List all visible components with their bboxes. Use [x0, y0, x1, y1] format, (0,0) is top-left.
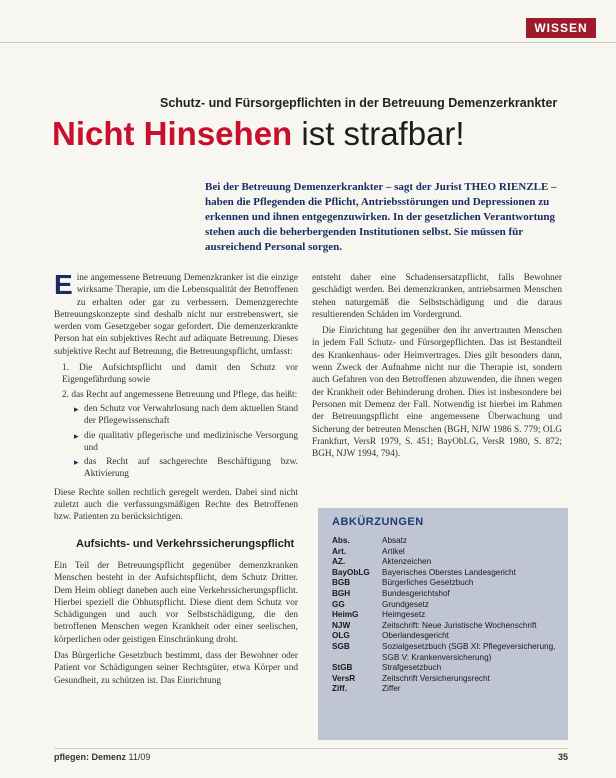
- dropcap: E: [54, 269, 73, 300]
- abbreviation-key: GG: [332, 599, 345, 609]
- abbreviation-key: VersR: [332, 673, 356, 683]
- abbreviation-row: [332, 536, 558, 547]
- intro-paragraph: [54, 269, 298, 358]
- duty-subitem: ▸ das Recht auf sachgerechte Beschäftigung bzw. Aktivierung: [74, 456, 298, 481]
- duty-item: [62, 362, 298, 387]
- section-heading: Aufsichts- und Verkehrssicherungspflicht: [76, 537, 295, 550]
- duty-list: [54, 362, 298, 481]
- abbreviation-value: Absatz: [382, 536, 408, 545]
- duty-item-text: das Recht auf angemessene Betreuung und Pflege, das heißt:: [71, 389, 298, 400]
- abbreviation-key: OLG: [332, 631, 350, 641]
- body-paragraph: Die Einrichtung hat gegenüber den ihr anvertrauten Menschen in jedem Fall Schutz- und Fürsorgepflichten. Das ist Bestandteil des Krankenhaus- oder Heimvertrages. Dies gilt besonders dann, wenn Zweck der Aufnahme nicht nur die Therapie ist, sondern auch Gefahren von den Betroffenen abzuwenden, die ihnen wegen der Krankheit oder Behinderung drohen. Dies ist insbesondere bei Personen mit Demenz der Fall. Notwendig ist hierbei im Rahmen der Betreuungspflicht eine angemessene Überwachung und Sicherung der betreuten Menschen (BGH, NJW 1986 S. 779; OLG Frankfurt, VersR 1979, S. 451; BayObLG, VersR 1980, S. 872; BGH, NJW 1994, 794).: [312, 326, 562, 460]
- abbreviation-key: StGB: [332, 663, 353, 673]
- abbreviation-row: [332, 684, 558, 695]
- abbreviation-value: Heimgesetz: [382, 610, 426, 620]
- abbreviation-value: Grundgesetz: [382, 599, 429, 609]
- abbreviation-row: [332, 600, 558, 611]
- abbreviation-value: Bayerisches Oberstes Landesgericht: [382, 567, 516, 577]
- footer-magazine-name: pflegen: Demenz: [54, 752, 127, 762]
- bottom-rule: [54, 748, 568, 749]
- section-paragraph: Das Bürgerliche Gesetzbuch bestimmt, dass der Bewohner oder Patient vor Schädigungen seiner Rechtsgüter, etwa Körper und Gesundheit, zu schützen ist. Das Einrichtung: [54, 651, 298, 686]
- headline-dark-part: ist strafbar!: [301, 115, 465, 152]
- abbreviation-row: [332, 642, 558, 663]
- page-number: 35: [557, 752, 568, 762]
- abbreviation-value: Strafgesetzbuch: [382, 663, 442, 673]
- article-headline: [52, 114, 465, 154]
- duty-subitem: ▸ die qualitativ pflegerische und medizinische Versorgung und: [74, 430, 298, 455]
- abbreviation-row: [332, 568, 558, 579]
- article-subtitle: Schutz- und Fürsorgepflichten in der Betreuung Demenzerkrankter: [160, 96, 558, 110]
- abbreviation-key: HeimG: [332, 610, 359, 620]
- abbreviation-row: [332, 589, 558, 600]
- section-paragraph: Ein Teil der Betreuungspflicht gegenüber demenzkranken Menschen besteht in der Aufsichtspflicht, dem Schutz Dritter. Dem Heim obliegt daneben auch eine Verkehrssicherungspflicht. Hierbei speziell die Obhutspflicht. Diese dient dem Schutz vor Schädigungen und auch vor Selbstschädigung, die den betroffenen Menschen wegen Krankheit oder einer seelischen, körperlichen oder geistigen Einschränkung droht.: [54, 560, 298, 645]
- abbreviation-key: SGB: [332, 641, 350, 651]
- article-lead: Bei der Betreuung Demenzerkrankter – sagt der Jurist THEO RIENZLE – haben die Pflegenden die Pflicht, Antriebsstörungen und Depressionen zu erkennen und ihnen entgegenzuwirken. In der gesetzlichen Verantwortung stehen auch die beherbergenden Institutionen selbst. Sie müssen für ausreichend Personal sorgen.: [205, 181, 557, 253]
- section-tag: WISSEN: [526, 18, 596, 38]
- abbreviation-key: Art.: [332, 546, 347, 556]
- duty-item-text: Die Aufsichtspflicht und damit den Schutz vor Eigengefährdung sowie: [62, 363, 298, 386]
- abbreviations-list: [332, 536, 558, 695]
- abbreviation-key: BGB: [332, 578, 351, 588]
- duty-item: [62, 389, 298, 481]
- abbreviation-value: Artikel: [382, 546, 405, 556]
- abbreviations-title: ABKÜRZUNGEN: [332, 516, 424, 528]
- abbreviation-value: Aktenzeichen: [382, 557, 432, 567]
- abbreviation-key: NJW: [332, 620, 351, 630]
- abbreviation-value: Ziffer: [382, 684, 401, 694]
- abbreviation-value: Zeitschrift: Neue Juristische Wochenschrift: [382, 620, 537, 630]
- abbreviation-key: Abs.: [332, 536, 350, 545]
- abbreviation-value: Oberlandesgericht: [382, 631, 449, 641]
- duty-sublist: [62, 403, 298, 481]
- footer-issue: 11/09: [128, 752, 151, 762]
- intro-text: ine angemessene Betreuung Demenzkranker ist die einzige wirksame Therapie, um die Lebensqualität der Betroffenen zu erhalten oder gar zu verbessern. Demenzgerechte Betreuungskonzepte sind deshalb nicht nur erstrebenswert, sie werden vom Gesetzgeber sogar gefordert. Die demenzerkrankte Person hat ein subjektives Recht auf adäquate Betreuung. Dieses subjektive Recht auf Betreuung, die Betreuungspflicht, umfasst:: [54, 273, 298, 357]
- abbreviation-row: [332, 621, 558, 632]
- abbreviation-row: [332, 663, 558, 674]
- abbreviation-value: Sozialgesetzbuch (SGB XI: Pflegeversicherung, SGB V: Krankenversicherung): [382, 641, 556, 662]
- abbreviation-key: BayObLG: [332, 567, 370, 577]
- abbreviation-row: [332, 547, 558, 558]
- abbreviation-value: Zeitschrift Versicherungsrecht: [382, 673, 490, 683]
- body-paragraph: entsteht daher eine Schadensersatzpflicht, falls Bewohner geschädigt werden. Bei demenzkranken, antriebsarmen Menschen stehen naturgemäß die Selbstschädigung und die daraus resultierenden Schäden im Vordergrund.: [312, 273, 562, 320]
- duty-subitem: ▸ den Schutz vor Verwahrlosung nach dem aktuellen Stand der Pflegewissenschaft: [74, 403, 298, 428]
- abbreviation-key: BGH: [332, 588, 351, 598]
- abbreviation-row: [332, 631, 558, 642]
- abbreviations-box: [318, 508, 568, 740]
- abbreviation-key: Ziff.: [332, 684, 348, 694]
- abbreviation-row: [332, 610, 558, 621]
- abbreviation-row: [332, 578, 558, 589]
- abbreviation-row: [332, 557, 558, 568]
- headline-red-part: Nicht Hinsehen: [52, 115, 293, 152]
- abbreviation-key: AZ.: [332, 557, 346, 567]
- duty-item-num: 2.: [62, 389, 69, 400]
- abbreviation-value: Bürgerliches Gesetzbuch: [382, 578, 474, 588]
- right-column: [312, 272, 562, 464]
- after-list-paragraph: Diese Rechte sollen rechtlich geregelt werden. Dabei sind nicht zuletzt auch die verfassungsmäßigen Rechte des Betroffenen bzw. Patienten zu berücksichtigen.: [54, 487, 298, 523]
- abbreviation-value: Bundesgerichtshof: [382, 588, 450, 598]
- footer-magazine: [54, 752, 150, 762]
- duty-item-num: 1.: [62, 363, 69, 374]
- abbreviation-row: [332, 674, 558, 685]
- left-column: [54, 269, 298, 691]
- top-rule: [0, 42, 616, 43]
